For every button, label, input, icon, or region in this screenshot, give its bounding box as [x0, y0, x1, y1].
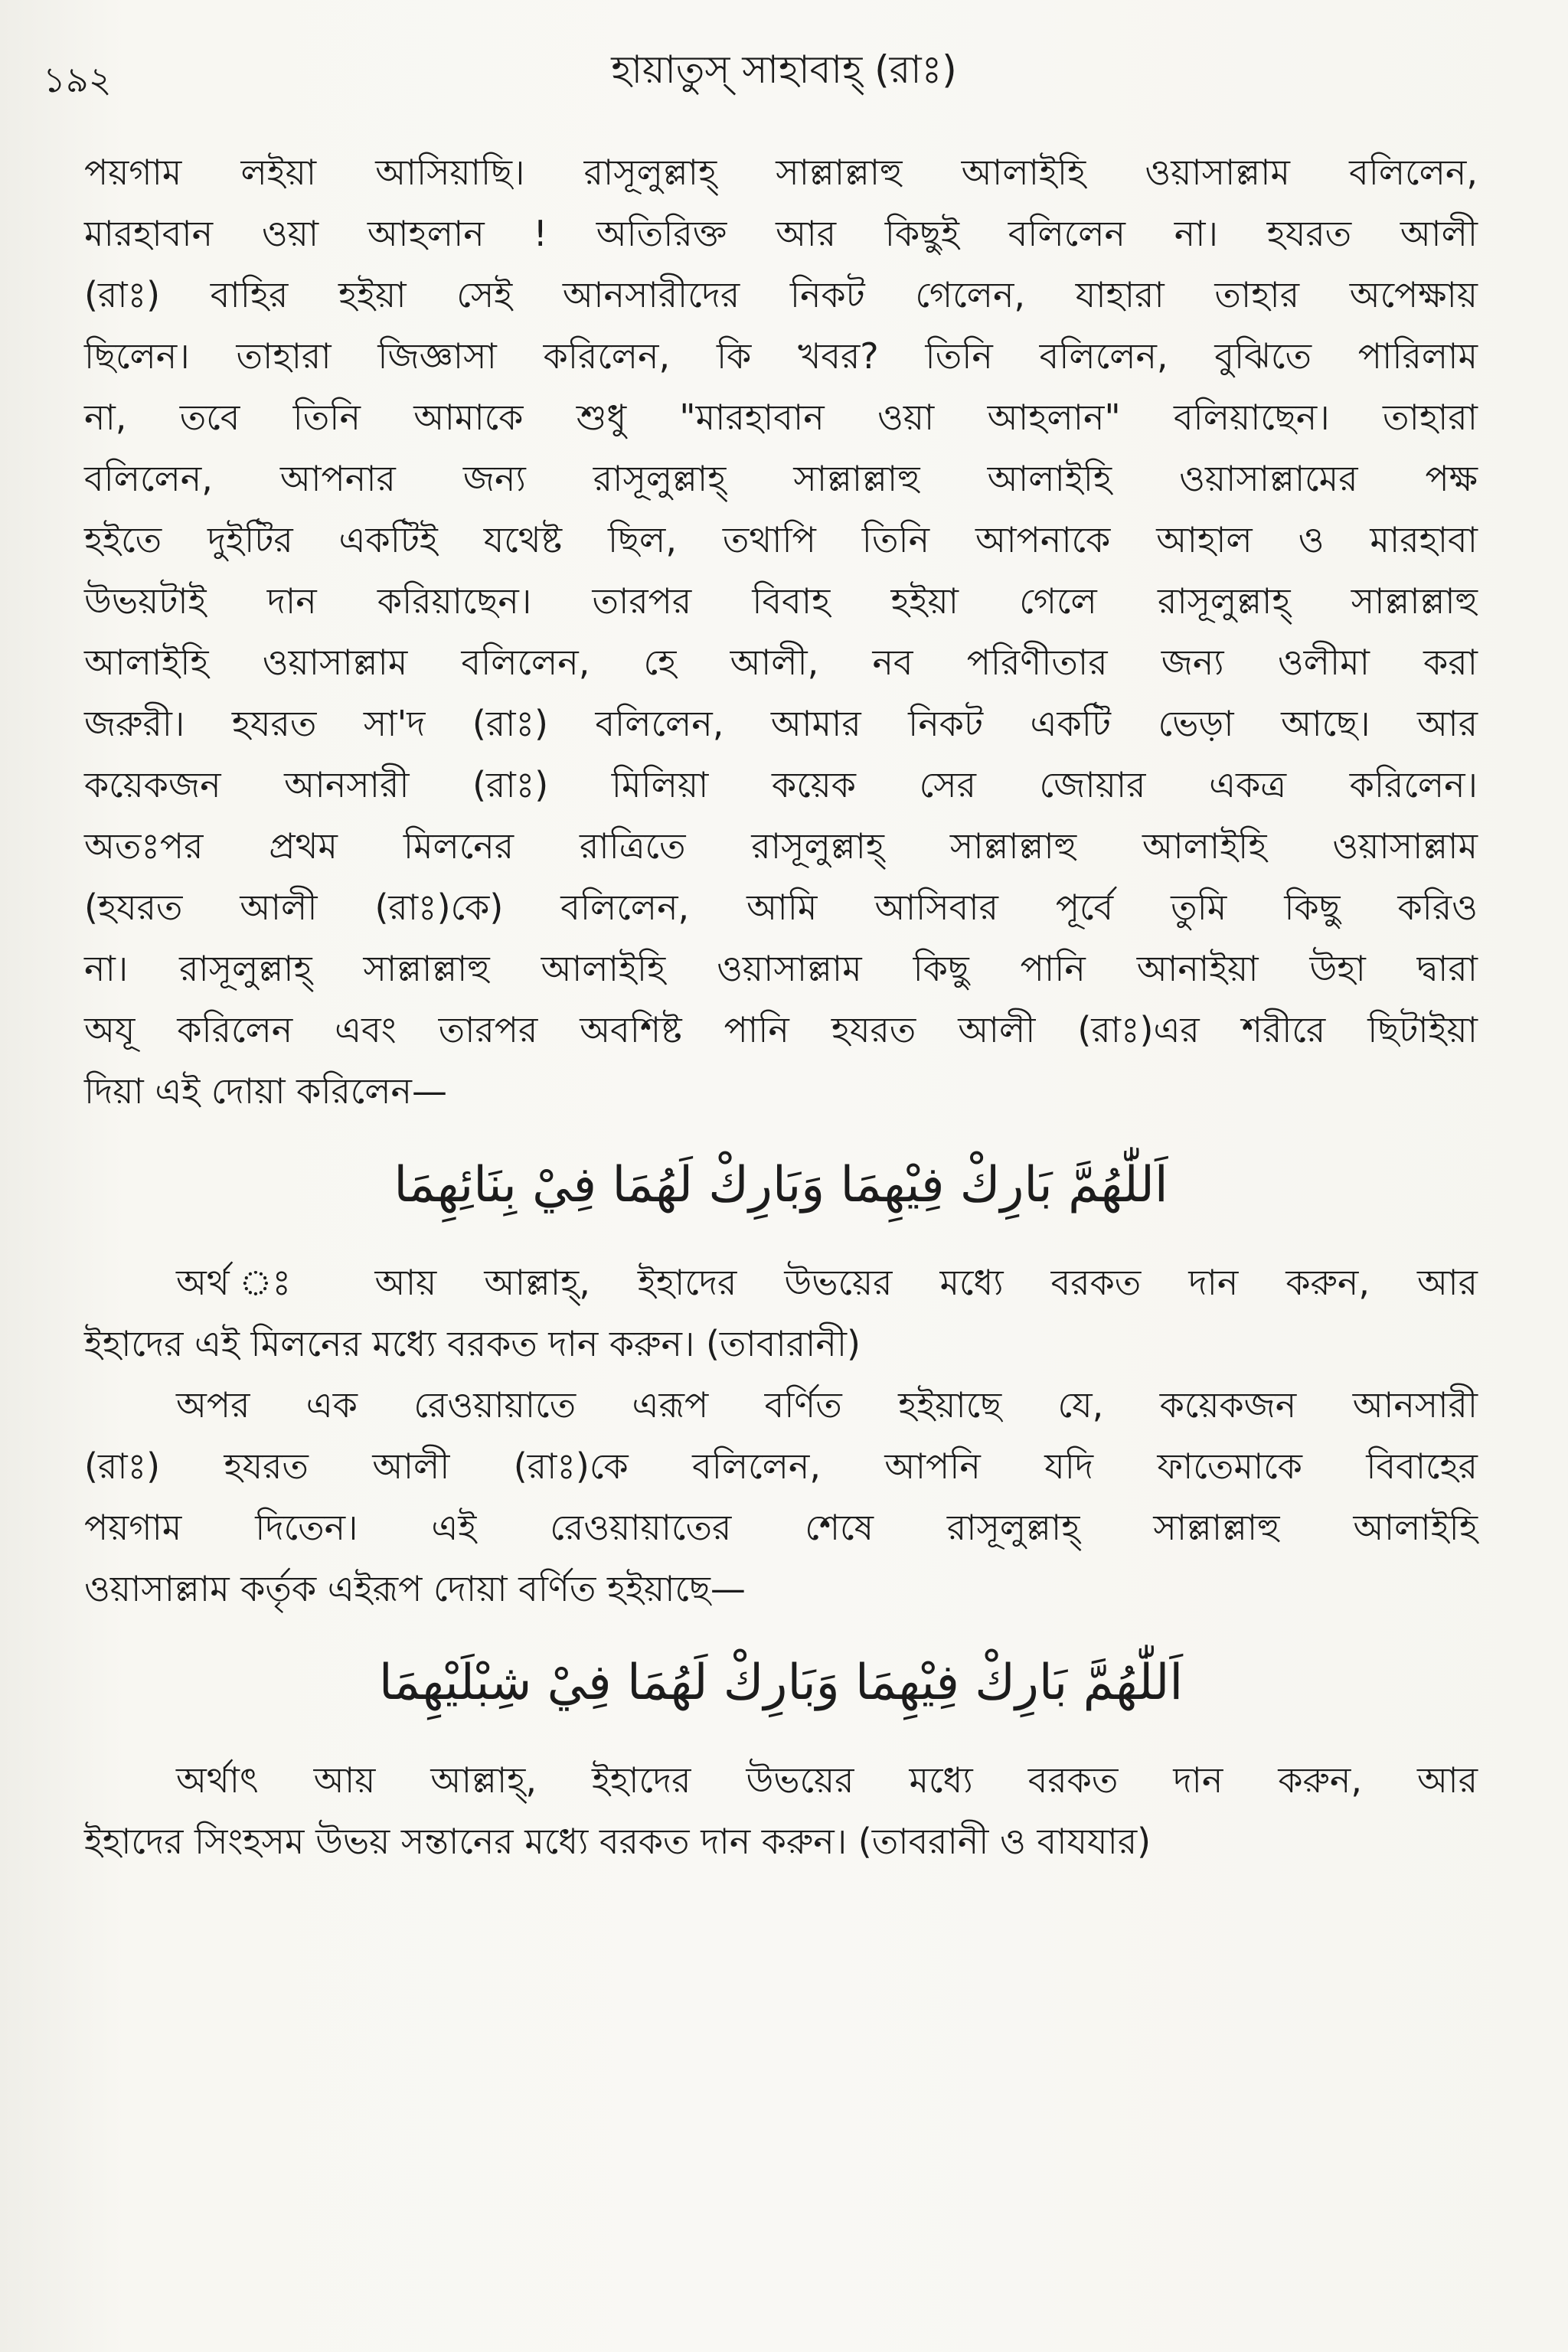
text-line: হইতে দুইটির একটিই যথেষ্ট ছিল, তথাপি তিনি আপনাকে আহাল ও মারহাবা [84, 519, 1478, 560]
text-line: ওয়াসাল্লাম কর্তৃক এইরূপ দোয়া বর্ণিত হইয়াছে— [84, 1568, 746, 1609]
text-line: ছিলেন। তাহারা জিজ্ঞাসা করিলেন, কি খবর? তিনি বলিলেন, বুঝিতে পারিলাম [84, 335, 1478, 377]
text-line: মারহাবান ওয়া আহলান ! অতিরিক্ত আর কিছুই বলিলেন না। হযরত আলী [84, 213, 1478, 254]
text-line: পয়গাম লইয়া আসিয়াছি। রাসূলুল্লাহ্ সাল্লাল্লাহু আলাইহি ওয়াসাল্লাম বলিলেন, [84, 152, 1478, 193]
running-head: হায়াতুস্ সাহাবাহ্ (রাঃ) [611, 47, 957, 92]
text-line: অর্থ ঃ আয় আল্লাহ্, ইহাদের উভয়ের মধ্যে বরকত দান করুন, আর [176, 1262, 1478, 1303]
text-line: দিয়া এই দোয়া করিলেন— [84, 1070, 448, 1112]
text-line: ইহাদের এই মিলনের মধ্যে বরকত দান করুন। (তাবারানী) [84, 1323, 861, 1364]
paragraph-2 [84, 1252, 1478, 1374]
paragraph-3 [84, 1374, 1478, 1619]
text-line: অযূ করিলেন এবং তারপর অবশিষ্ট পানি হযরত আলী (রাঃ)এর শরীরে ছিটাইয়া [84, 1009, 1478, 1050]
text-line: কয়েকজন আনসারী (রাঃ) মিলিয়া কয়েক সের জোয়ার একত্র করিলেন। [84, 764, 1478, 805]
paragraph-4 [84, 1749, 1478, 1872]
page-header [0, 31, 1568, 100]
text-line: বলিলেন, আপনার জন্য রাসূলুল্লাহ্ সাল্লাল্লাহু আলাইহি ওয়াসাল্লামের পক্ষ [84, 458, 1478, 499]
text-line: জরুরী। হযরত সা'দ (রাঃ) বলিলেন, আমার নিকট একটি ভেড়া আছে। আর [84, 703, 1478, 744]
arabic-dua-2: اَللّٰهُمَّ بَارِكْ فِيْهِمَا وَبَارِكْ لَهُمَا فِيْ شِبْلَيْهِمَا [378, 1655, 1184, 1711]
text-line: না। রাসূলুল্লাহ্ সাল্লাল্লাহু আলাইহি ওয়াসাল্লাম কিছু পানি আনাইয়া উহা দ্বারা [84, 948, 1478, 989]
text-line: (রাঃ) হযরত আলী (রাঃ)কে বলিলেন, আপনি যদি ফাতেমাকে বিবাহের [84, 1446, 1478, 1487]
text-line: ইহাদের সিংহসম উভয় সন্তানের মধ্যে বরকত দান করুন। (তাবরানী ও বাযযার) [84, 1821, 1152, 1862]
text-line: অপর এক রেওয়ায়াতে এরূপ বর্ণিত হইয়াছে যে, কয়েকজন আনসারী [176, 1384, 1478, 1426]
text-line: অর্থাৎ আয় আল্লাহ্, ইহাদের উভয়ের মধ্যে বরকত দান করুন, আর [176, 1759, 1478, 1801]
text-line: পয়গাম দিতেন। এই রেওয়ায়াতের শেষে রাসূলুল্লাহ্ সাল্লাল্লাহু আলাইহি [84, 1507, 1478, 1548]
arabic-dua-1: اَللّٰهُمَّ بَارِكْ فِيْهِمَا وَبَارِكْ لَهُمَا فِيْ بِنَائِهِمَا [394, 1157, 1168, 1214]
text-line: (রাঃ) বাহির হইয়া সেই আনসারীদের নিকট গেলেন, যাহারা তাহার অপেক্ষায় [84, 274, 1478, 315]
text-line: আলাইহি ওয়াসাল্লাম বলিলেন, হে আলী, নব পরিণীতার জন্য ওলীমা করা [84, 642, 1478, 683]
text-line: অতঃপর প্রথম মিলনের রাত্রিতে রাসূলুল্লাহ্ সাল্লাল্লাহু আলাইহি ওয়াসাল্লাম [84, 825, 1478, 867]
text-line: (হযরত আলী (রাঃ)কে) বলিলেন, আমি আসিবার পূর্বে তুমি কিছু করিও [84, 887, 1478, 928]
page-body [84, 142, 1478, 1872]
text-line: না, তবে তিনি আমাকে শুধু "মারহাবান ওয়া আহলান" বলিয়াছেন। তাহারা [84, 397, 1478, 438]
paragraph-1 [84, 142, 1478, 1122]
text-line: উভয়টাই দান করিয়াছেন। তারপর বিবাহ হইয়া গেলে রাসূলুল্লাহ্ সাল্লাল্লাহু [84, 580, 1478, 622]
page-number: ১৯২ [43, 59, 112, 100]
